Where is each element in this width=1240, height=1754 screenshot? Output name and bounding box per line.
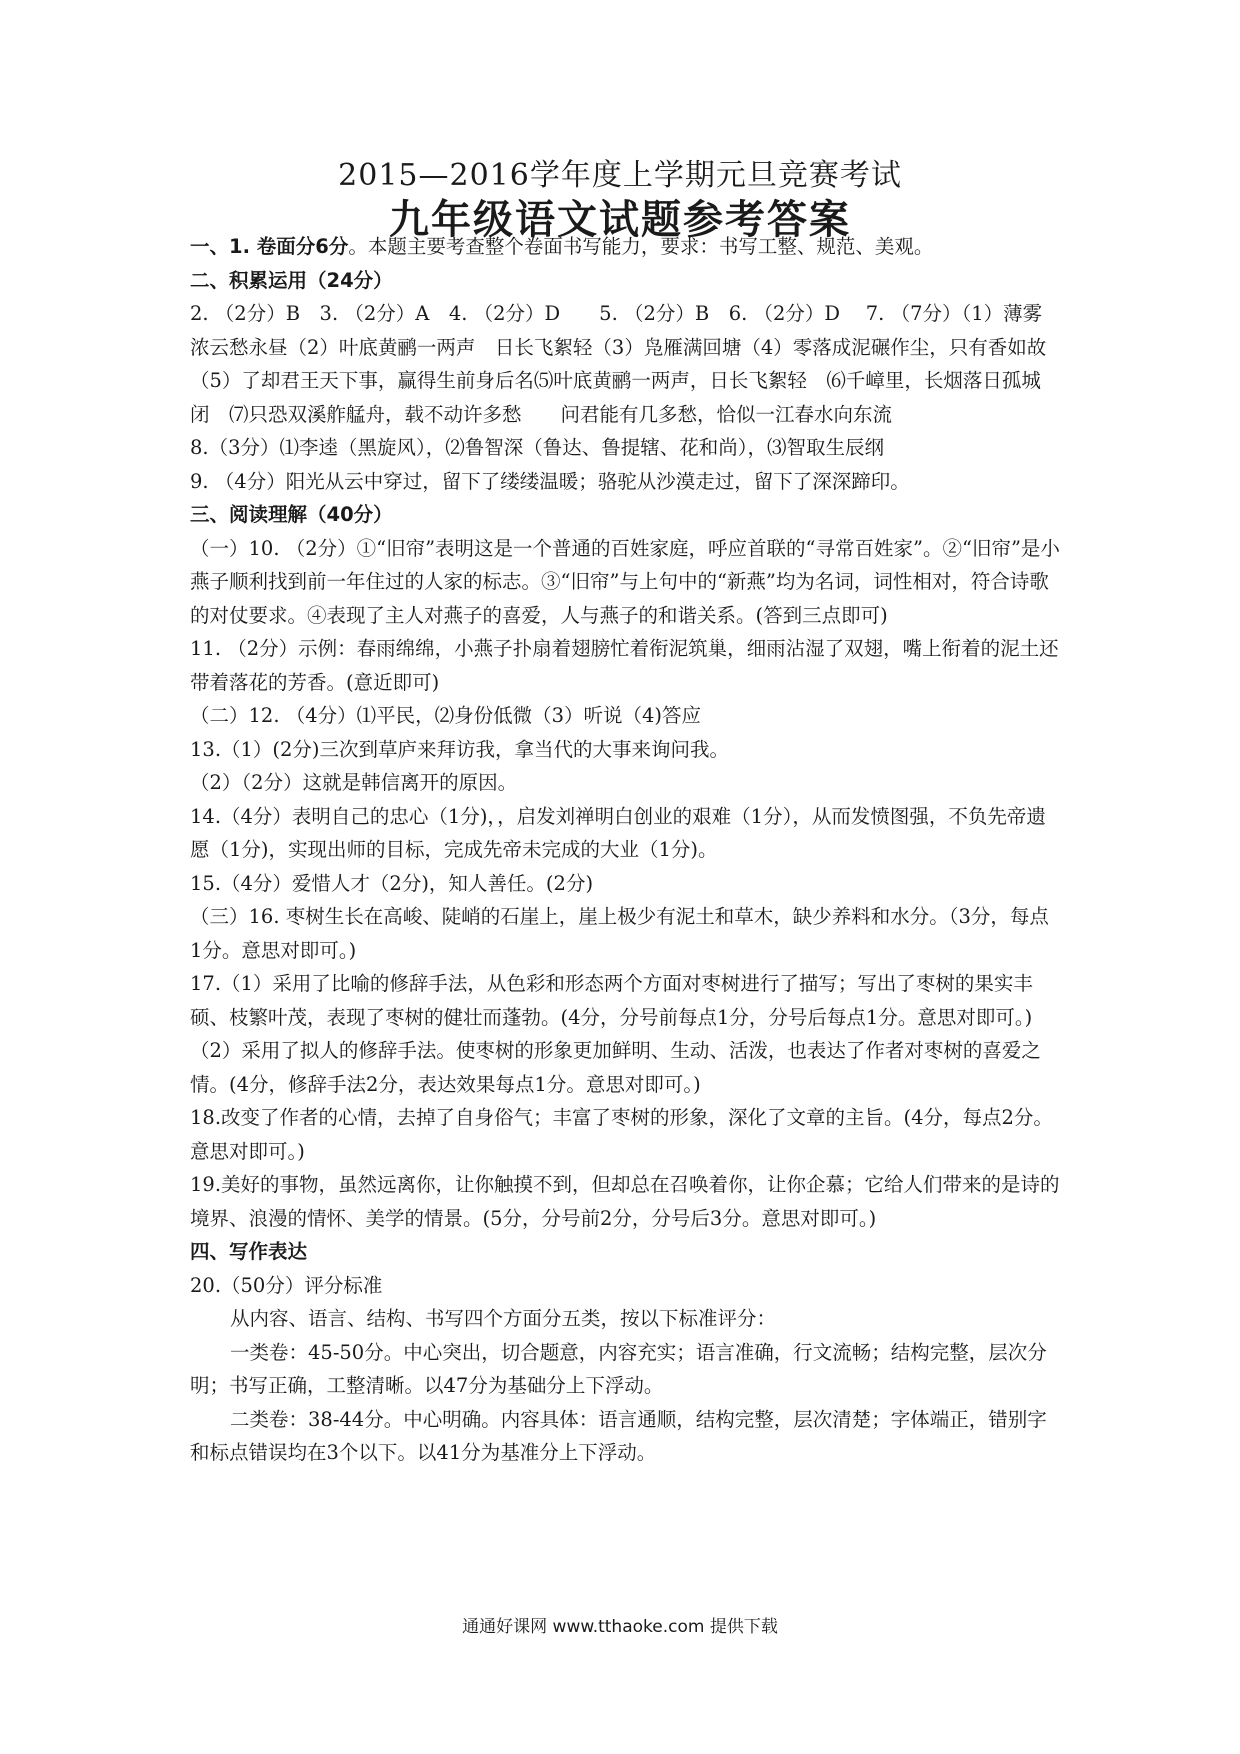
answer-19: 19.美好的事物，虽然远离你，让你触摸不到，但却总在召唤着你，让你企慕；它给人们带来的是诗的境界、浪漫的情怀、美学的情景。(5分，分号前2分，分号后3分。意思对即可。) [190,1173,1060,1230]
answer-10: （一）10. （2分）①“旧帘”表明这是一个普通的百姓家庭，呼应首联的“寻常百姓家”。②“旧帘”是小燕子顺利找到前一年住过的人家的标志。③“旧帘”与上句中的“新燕”均为名词，词性相对，符合诗歌的对仗要求。④表现了主人对燕子的喜爱，人与燕子的和谐关系。(答到三点即可) [190,536,1060,627]
footer-source: 通通好课网 www.tthaoke.com 提供下载 [462,1617,778,1637]
answer-13-1: 13.（1）(2分)三次到草庐来拜访我，拿当代的大事来询问我。 [190,737,730,761]
answer-body [190,230,1060,1470]
answer-11: 11. （2分）示例：春雨绵绵，小燕子扑扇着翅膀忙着衔泥筑巢，细雨沾湿了双翅，嘴上衔着的泥土还带着落花的芳香。(意近即可) [190,637,1059,694]
answer-13-2: （2）（2分）这就是韩信离开的原因。 [190,771,518,794]
answer-20: 20.（50分）评分标准 [190,1273,383,1297]
answer-9: 9. （4分）阳光从云中穿过，留下了缕缕温暖；骆驼从沙漠走过，留下了深深蹄印。 [190,469,910,493]
answer-key-title: 九年级语文试题参考答案 [389,197,851,243]
answer-2-7: 2. （2分）B 3. （2分）A 4. （2分）D 5. （2分）B 6. （2分）D 7. （7分）（1）薄雾浓云愁永昼（2）叶底黄鹂一两声 日长飞絮轻（3）凫雁满回塘（4）零落成泥碾作尘，只有香如故（5）了却君王天下事，赢得生前身后名⑸叶底黄鹂一两声，日长飞絮轻 ⑹千嶂里，长烟落日孤城闭 ⑺只恐双溪舴艋舟，载不动许多愁 问君能有几多愁，恰似一江春水向东流 [190,302,1047,426]
grading-class-1: 一类卷：45-50分。中心突出，切合题意，内容充实；语言准确，行文流畅；结构完整，层次分明；书写正确，工整清晰。以47分为基础分上下浮动。 [190,1340,1047,1397]
section-3-heading: 三、阅读理解（40分） [190,503,393,526]
answer-16: （三）16. 枣树生长在高峻、陡峭的石崖上，崖上极少有泥土和草木，缺少养料和水分。（3分，每点1分。意思对即可。) [190,905,1049,962]
answer-12: （二）12. （4分）⑴平民，⑵身份低微（3）听说（4)答应 [190,704,702,727]
exam-title: 2015—2016学年度上学期元旦竞赛考试 [338,158,902,193]
answer-17-1: 17.（1）采用了比喻的修辞手法，从色彩和形态两个方面对枣树进行了描写；写出了枣树的果实丰硕、枝繁叶茂，表现了枣树的健壮而蓬勃。(4分，分号前每点1分，分号后每点1分。意思对即可。) [190,972,1033,1029]
answer-18: 18.改变了作者的心情，去掉了自身俗气；丰富了枣树的形象，深化了文章的主旨。(4分，每点2分。意思对即可。) [190,1106,1053,1163]
answer-14: 14.（4分）表明自己的忠心（1分)，，启发刘禅明白创业的艰难（1分），从而发愤图强，不负先帝遗愿（1分)，实现出师的目标，完成先帝未完成的大业（1分)。 [190,804,1046,861]
section-1-label: 一、1. 卷面分6分 [190,235,349,258]
answer-15: 15.（4分）爱惜人才（2分)，知人善任。(2分) [190,871,594,895]
section-1-text: 。本题主要考查整个卷面书写能力，要求：书写工整、规范、美观。 [348,235,934,258]
section-1 [190,230,1060,264]
section-2-heading: 二、积累运用（24分） [190,268,393,292]
grading-intro: 从内容、语言、结构、书写四个方面分五类，按以下标准评分： [230,1307,777,1330]
section-4-heading: 四、写作表达 [190,1240,308,1263]
answer-17-2: （2）采用了拟人的修辞手法。使枣树的形象更加鲜明、生动、活泼，也表达了作者对枣树的喜爱之情。(4分，修辞手法2分，表达效果每点1分。意思对即可。) [190,1039,1041,1096]
grading-class-2: 二类卷：38-44分。中心明确。内容具体：语言通顺，结构完整，层次清楚；字体端正，错别字和标点错误均在3个以下。以41分为基准分上下浮动。 [190,1407,1047,1464]
answer-8: 8.（3分）⑴李逵（黑旋风），⑵鲁智深（鲁达、鲁提辖、花和尚），⑶智取生辰纲 [190,436,885,459]
